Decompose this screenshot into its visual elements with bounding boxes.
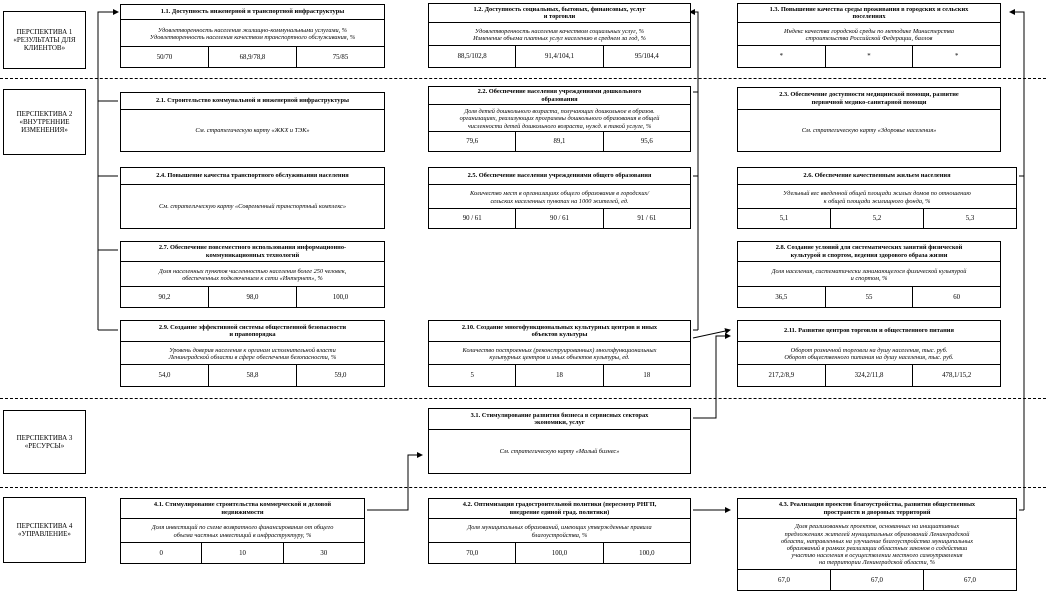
box-1-2 [428,3,691,68]
box-2-2-value: 79,6 [466,138,479,145]
box-2-6-title: 2.6. Обеспечение качественным жильем населения [738,168,1016,185]
box-2-9-value: 54,0 [158,372,171,379]
box-2-5-value: 91 / 61 [603,209,690,228]
box-2-9-title: 2.9. Создание эффективной системы общественной безопасности и правопорядка [121,321,384,342]
box-2-6-desc: Удельный вес введенной общей площади жилых домов по отношению к общей площади жилищного фонда, % [783,190,971,205]
box-1-1-desc: Удовлетворенность населения жилищно-коммунальными услугами, % Удовлетворенность населения качеством транспортного обслуживания, % [149,26,356,41]
perspective-3-label: ПЕРСПЕКТИВА 3 «РЕСУРСЫ» [3,410,86,474]
box-2-10-value: 5 [470,372,474,379]
box-2-9-value: 58,8 [208,365,296,386]
box-1-3-title: 1.3. Повышение качества среды проживания в городских и сельских поселениях [738,4,1000,23]
box-2-2-value: 95,6 [603,132,690,151]
box-1-2-desc: Удовлетворенность населения качеством социальных услуг, % Изменение объема платных услуг населению в среднем за год, % [473,27,646,42]
box-2-9-value: 59,0 [296,365,384,386]
trunk-middle [690,12,698,330]
box-2-8-value: 55 [825,287,913,307]
box-2-4-title: 2.4. Повышение качества транспортного обслуживания населения [121,168,384,185]
box-2-7 [120,241,385,308]
box-2-7-value: 100,0 [296,287,384,307]
box-2-7-title: 2.7. Обеспечение повсеместного использования информационно- коммуникационных технологий [121,242,384,262]
box-2-8-desc: Доля населения, систематически занимающегося физической культурой и спортом, % [771,267,967,282]
box-1-2-title: 1.2. Доступность социальных, бытовых, финансовых, услуг и торговли [429,4,690,23]
box-2-11 [737,320,1001,387]
box-2-10 [428,320,691,387]
box-4-2-value: 70,0 [466,549,479,557]
box-1-3-value: * [779,53,784,60]
box-2-1-title: 2.1. Строительство коммунальной и инженерной инфраструктуры [121,93,384,110]
box-2-11-value: 324,2/11,8 [825,365,913,386]
box-4-3 [737,498,1017,591]
box-2-10-value: 18 [603,365,690,386]
box-4-3-desc: Доля реализованных проектов, основанных на инициативных предложениях жителей муниципальных образований Ленинградской области, направленных на улучшение благоустройства муниципальных образований в рамках реализации областных законов о содействии участию населения в осуществлении местного самоуправления на территории Ленинградской области, % [780,523,974,567]
box-2-8-value: 36,5 [775,293,788,301]
box-1-3-value: * [825,46,913,67]
box-4-1-value: 0 [159,549,163,557]
box-2-11-value: 217,2/8,9 [768,372,795,379]
perspective-2-label: ПЕРСПЕКТИВА 2 «ВНУТРЕННИЕ ИЗМЕНЕНИЯ» [3,89,86,155]
box-2-5-title: 2.5. Обеспечение населения учреждениями общего образования [429,168,690,185]
box-1-2-value: 91,4/104,1 [515,46,602,67]
box-2-3-title: 2.3. Обеспечение доступности медицинской помощи, развитие первичной медико-санитарной помощи [738,88,1000,110]
box-2-1 [120,92,385,152]
box-2-7-desc: Доля населенных пунктов численностью населения более 250 человек, обеспеченных подключением к сети «Интернет», % [158,267,347,282]
box-4-1-value: 10 [201,543,282,563]
trunk-right [1010,12,1024,510]
box-2-4-desc: См. стратегическую карту «Современный транспортный комплекс» [159,203,346,211]
box-1-3 [737,3,1001,68]
box-2-3-desc: См. стратегическую карту «Здоровье населения» [801,127,937,135]
box-1-1-value: 68,9/78,8 [208,47,296,67]
box-1-1-value: 50/70 [156,53,173,61]
box-2-10-value: 18 [515,365,602,386]
box-2-2-title: 2.2. Обеспечение населения учреждениями дошкольного образования [429,87,690,105]
box-1-1-value: 75/85 [296,47,384,67]
box-2-2 [428,86,691,152]
box-2-4 [120,167,385,229]
box-1-1 [120,4,385,68]
box-4-3-value: 67,0 [830,570,923,590]
perspective-1-label: ПЕРСПЕКТИВА 1 «РЕЗУЛЬТАТЫ ДЛЯ КЛИЕНТОВ» [3,11,86,69]
box-2-8-value: 60 [912,287,1000,307]
box-2-11-value: 478,1/15,2 [912,365,1000,386]
box-3-1 [428,408,691,474]
box-2-5-value: 90 / 61 [462,215,482,222]
box-4-3-value: 67,0 [778,576,790,584]
box-2-11-desc: Оборот розничной торговли на душу населения, тыс. руб. Оборот общественного питания на душу населения, тыс. руб. [784,346,954,361]
perspective-4-label: ПЕРСПЕКТИВА 4 «УПРАВЛЕНИЕ» [3,497,86,563]
box-4-2-title: 4.2. Оптимизация градостроительной политики (пересмотр РНГП, внедрение единой град. политики) [429,499,690,519]
box-1-2-value: 88,5/102,8 [457,53,487,60]
box-3-1-title: 3.1. Стимулирование развития бизнеса в сервисных секторах экономики, услуг [429,409,690,430]
box-1-2-value: 95/104,4 [603,46,690,67]
box-2-11-title: 2.11. Развитие центров торговли и общественного питания [738,321,1000,342]
box-4-3-value: 67,0 [923,570,1016,590]
box-2-9 [120,320,385,387]
box-1-1-title: 1.1. Доступность инженерной и транспортной инфраструктуры [121,5,384,20]
box-4-2 [428,498,691,564]
box-2-6-value: 5,3 [923,209,1016,228]
box-1-3-desc: Индекс качества городской среды по методике Министерства строительства Российской Федерации, баллов [784,27,954,42]
box-4-1-title: 4.1. Стимулирование строительства коммерческой и деловой недвижимости [121,499,364,519]
box-3-1-desc: См. стратегическую карту «Малый бизнес» [499,448,620,456]
box-2-5 [428,167,691,229]
box-2-9-desc: Уровень доверия населения к органам исполнительной власти Ленинградской области в сфере обеспечения безопасности, % [168,346,337,361]
box-4-2-desc: Доля муниципальных образований, имеющих утвержденные правила благоустройства, % [467,524,652,539]
box-4-3-title: 4.3. Реализация проектов благоустройства, развития общественных пространств и дворовых территорий [738,499,1016,519]
box-4-2-value: 100,0 [603,543,690,563]
box-2-8 [737,241,1001,308]
trunk-left [98,12,118,330]
box-2-6 [737,167,1017,229]
box-2-3 [737,87,1001,152]
box-2-8-title: 2.8. Создание условий для систематических занятий физической культурой и спортом, ведения здорового образа жизни [738,242,1000,262]
box-2-5-desc: Количество мест в организациях общего образования в городских/ сельских населенных пунктах на 1000 жителей, ед. [469,190,650,205]
box-2-2-desc: Доля детей дошкольного возраста, получающих дошкольное в образов. организациях, реализующих программы дошкольного образования в общей численности детей дошкольного возраста, нужд. в такой услуге, % [459,108,660,130]
box-2-6-value: 5,2 [830,209,923,228]
box-4-1-desc: Доля инвестиций по схеме возвратного финансирования от общего объема частных инвестиций в инфраструктуру, % [151,524,334,539]
box-4-1-value: 30 [283,543,364,563]
box-2-5-value: 90 / 61 [515,209,602,228]
box-1-3-value: * [912,46,1000,67]
box-2-7-value: 98,0 [208,287,296,307]
box-2-7-value: 90,2 [158,293,171,301]
box-2-10-title: 2.10. Создание многофункциональных культурных центров и иных объектов культуры [429,321,690,342]
box-2-6-value: 5,1 [779,215,789,222]
box-4-1 [120,498,365,564]
box-2-2-value: 89,1 [515,132,602,151]
box-4-2-value: 100,0 [515,543,602,563]
box-2-1-desc: См. стратегическую карту «ЖКХ и ТЭК» [195,127,310,135]
box-2-10-desc: Количество построенных (реконструированных) многофункциональных культурных центров и иных объектов культуры, ед. [462,346,657,361]
